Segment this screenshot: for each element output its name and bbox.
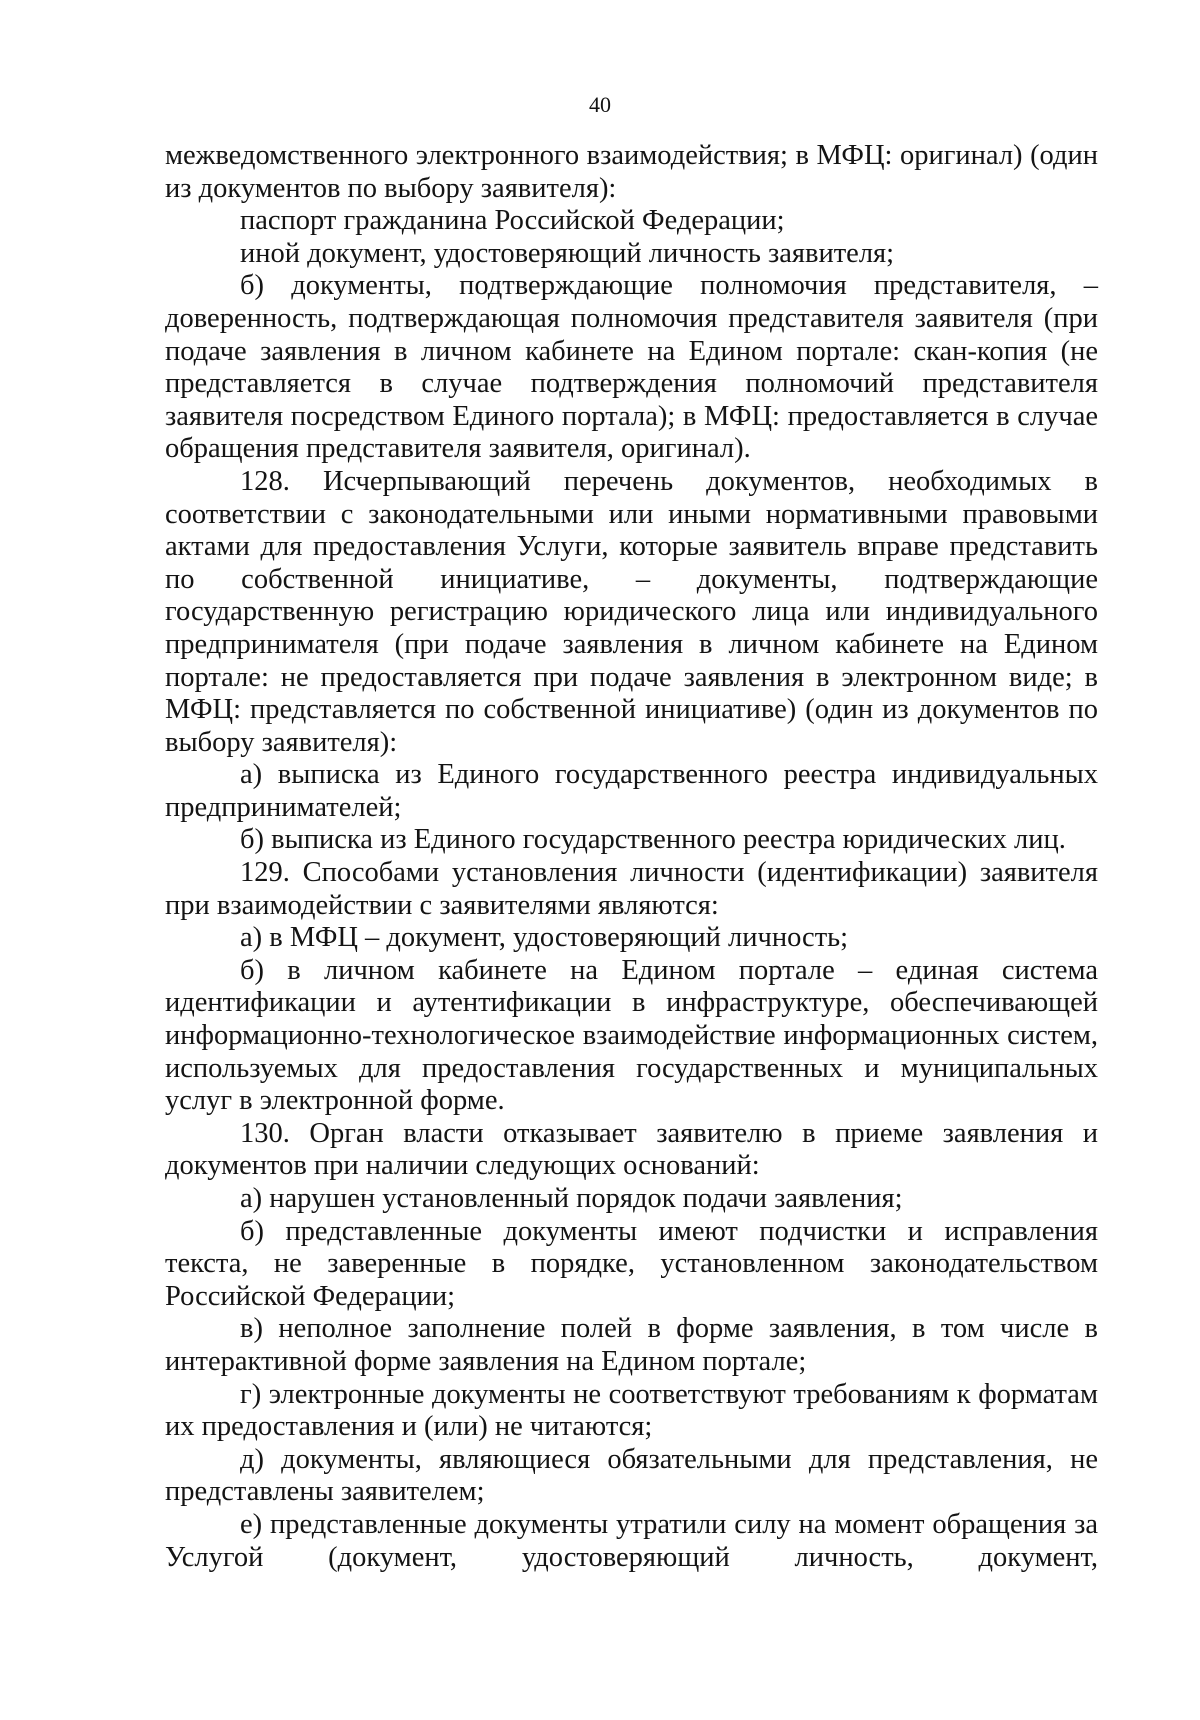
paragraph: межведомственного электронного взаимодействия; в МФЦ: оригинал) (один из документов по выбору заявителя): (165, 140, 1098, 204)
paragraph: а) в МФЦ – документ, удостоверяющий личность; (240, 922, 849, 954)
paragraph: а) выписка из Единого государственного реестра индивидуальных предпринимателей; (165, 759, 1098, 823)
paragraph: 130. Орган власти отказывает заявителю в приеме заявления и документов при наличии следующих оснований: (165, 1117, 1098, 1182)
paragraph: д) документы, являющиеся обязательными для представления, не представлены заявителем; (165, 1443, 1098, 1508)
paragraph: 129. Способами установления личности (идентификации) заявителя при взаимодействии с заявителями являются: (165, 857, 1098, 921)
paragraph: 128. Исчерпывающий перечень документов, необходимых в соответствии с законодательными или иными нормативными правовыми актами для предоставления Услуги, которые заявитель вправе представить по собственной инициативе, – документы, подтверждающие государственную регистрацию юридического лица или индивидуального предпринимателя (при подаче заявления в личном кабинете на Едином портале: не предоставляется при подаче заявления в электронном виде; в МФЦ: представляется по собственной инициативе) (один из документов по выбору заявителя): (165, 465, 1098, 758)
paragraph: е) представленные документы утратили силу на момент обращения за Услугой (документ, удостоверяющий личность, документ, (165, 1508, 1098, 1573)
paragraph: а) нарушен установленный порядок подачи заявления; (240, 1183, 903, 1214)
paragraph: б) представленные документы имеют подчистки и исправления текста, не заверенные в порядке, установленном законодательством Российской Федерации; (165, 1215, 1098, 1312)
page-number: 40 (589, 92, 611, 117)
paragraph: б) выписка из Единого государственного реестра юридических лиц. (240, 824, 1066, 856)
paragraph: б) в личном кабинете на Едином портале – единая система идентификации и аутентификации в инфраструктуре, обеспечивающей информационно-технологическое взаимодействие информационных систем, используемых для предоставления государственных и муниципальных услуг в электронной форме. (165, 954, 1098, 1117)
paragraph: в) неполное заполнение полей в форме заявления, в том числе в интерактивной форме заявления на Едином портале; (165, 1313, 1098, 1377)
document-body (165, 140, 1098, 1574)
paragraph: б) документы, подтверждающие полномочия представителя, – доверенность, подтверждающая полномочия представителя заявителя (при подаче заявления в личном кабинете на Едином портале: скан-копия (не представляется в случае подтверждения полномочий представителя заявителя посредством Единого портала); в МФЦ: предоставляется в случае обращения представителя заявителя, оригинал). (165, 270, 1098, 465)
paragraph: иной документ, удостоверяющий личность заявителя; (240, 237, 895, 269)
paragraph: г) электронные документы не соответствуют требованиям к форматам их предоставления и (или) не читаются; (165, 1378, 1098, 1443)
paragraph: паспорт гражданина Российской Федерации; (240, 205, 785, 237)
